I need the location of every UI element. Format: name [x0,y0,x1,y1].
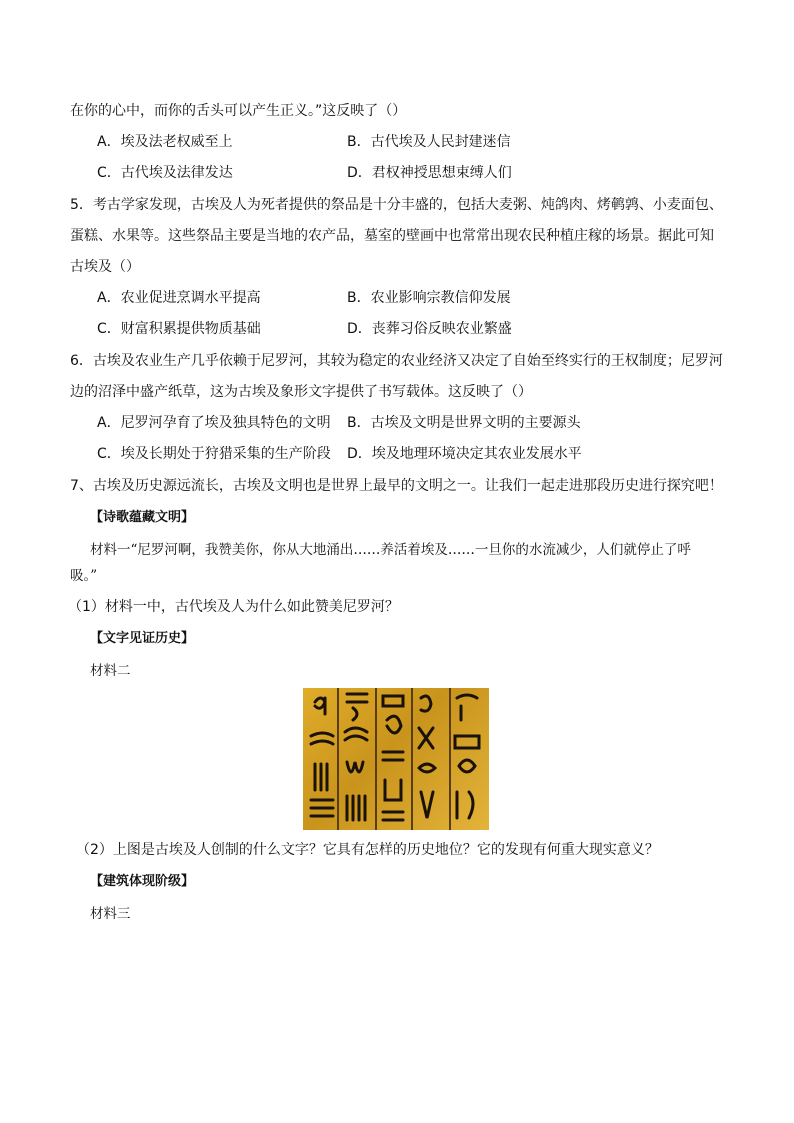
q7-material-1-line-2: 吸。” [70,568,98,584]
q7-section-poetry: 【诗歌蕴藏文明】 [90,510,195,525]
hieroglyph-glyphs-icon [303,688,489,830]
q7-intro: 7、古埃及历史源远流长，古埃及文明也是世界上最早的文明之一。让我们一起走进那段历史进行探究吧！ [70,478,723,494]
q5-option-d: D．丧葬习俗反映农业繁盛 [347,321,512,337]
q7-material-1-line-1: 材料一“尼罗河啊，我赞美你，你从大地涌出……养活着埃及……一旦你的水流减少，人们就停止了呼 [90,542,691,558]
q5-option-a: A．农业促进烹调水平提高 [97,290,261,306]
q6-line-2: 边的沼泽中盛产纸草，这为古埃及象形文字提供了书写载体。这反映了（） [70,384,532,400]
q4-option-a: A．埃及法老权威至上 [97,134,233,150]
q5-line-2: 蛋糕、水果等。这些祭品主要是当地的农产品，墓室的壁画中也常常出现农民种植庄稼的场景。据此可知 [70,228,714,244]
q5-option-c: C．财富积累提供物质基础 [97,321,261,337]
hieroglyph-papyrus-image [303,688,489,830]
q6-option-b: B．古埃及文明是世界文明的主要源头 [347,415,581,431]
q4-option-d: D．君权神授思想束缚人们 [347,165,512,181]
q7-material-3-label: 材料三 [90,906,131,922]
q7-section-writing: 【文字见证历史】 [90,631,195,646]
q4-stem: 在你的心中，而你的舌头可以产生正义。”这反映了（） [70,103,407,119]
q7-subquestion-2: （2）上图是古埃及人创制的什么文字？它具有怎样的历史地位？它的发现有何重大现实意义？ [76,842,659,858]
q6-option-d: D．埃及地理环境决定其农业发展水平 [347,446,582,462]
q4-option-c: C．古代埃及法律发达 [97,165,233,181]
q6-line-1: 6．古埃及农业生产几乎依赖于尼罗河，其较为稳定的农业经济又决定了自始至终实行的王权制度；尼罗河 [70,353,723,369]
q4-option-b: B．古代埃及人民封建迷信 [347,134,511,150]
q5-line-1: 5．考古学家发现，古埃及人为死者提供的祭品是十分丰盛的，包括大麦粥、炖鸽肉、烤鹌鹑、小麦面包、 [70,197,723,213]
q6-option-c: C．埃及长期处于狩猎采集的生产阶段 [97,446,331,462]
q6-option-a: A．尼罗河孕育了埃及独具特色的文明 [97,415,331,431]
q5-line-3: 古埃及（） [70,259,140,275]
q7-section-architecture: 【建筑体现阶级】 [90,874,195,889]
q5-option-b: B．农业影响宗教信仰发展 [347,290,511,306]
q7-subquestion-1: （1）材料一中，古代埃及人为什么如此赞美尼罗河？ [68,599,399,615]
q7-material-2-label: 材料二 [90,663,131,679]
